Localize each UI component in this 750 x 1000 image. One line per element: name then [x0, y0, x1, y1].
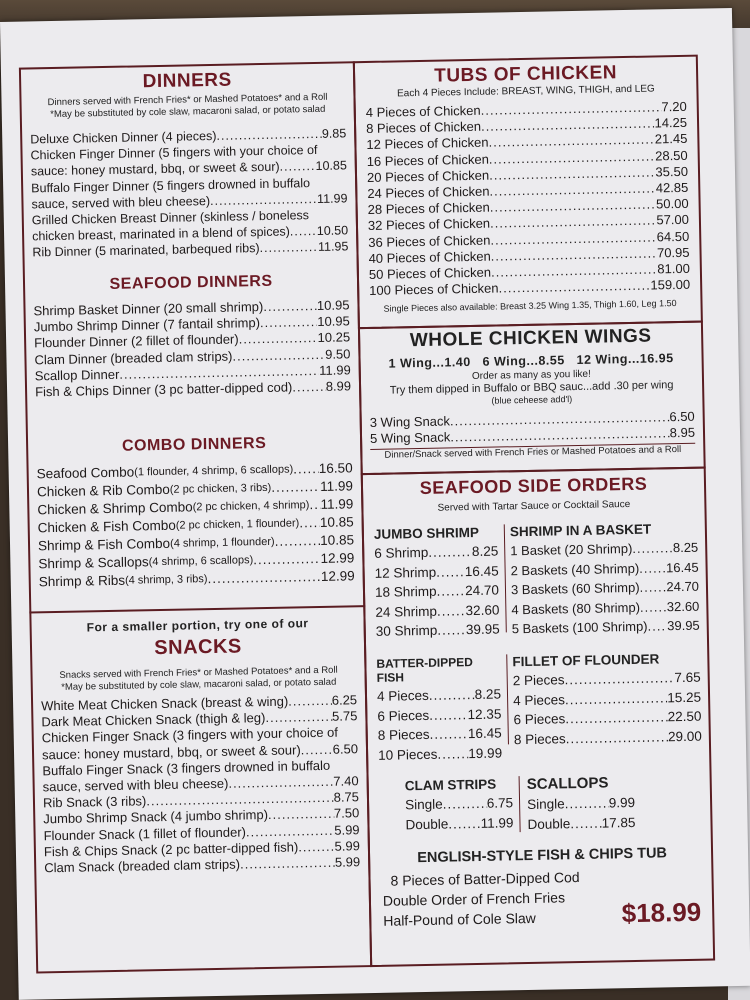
dot-leader: [450, 425, 670, 445]
item-name: Chicken & Fish Combo: [37, 517, 176, 536]
item-name: 8 Pieces of Chicken: [365, 118, 482, 137]
combo-dinners-list: [37, 459, 355, 591]
wings-snack-note: Dinner/Snack served with French Fries or Mashed Potatoes and a Roll: [370, 443, 695, 462]
item-price: 16.50: [318, 460, 353, 476]
item-price: 9.85: [321, 126, 347, 141]
item-price: 8.99: [325, 378, 352, 394]
item-name: 4 Pieces of Chicken: [365, 102, 481, 120]
item-detail: (1 flounder, 4 shrimp, 6 scallops): [134, 463, 294, 479]
item-price: 5.75: [331, 708, 358, 724]
dot-leader: [448, 813, 481, 833]
tubs-section: [353, 55, 703, 330]
item-description: sauce, served with bleu cheese): [42, 775, 229, 795]
snacks-section: [29, 605, 372, 973]
item-name: 32 Pieces of Chicken: [367, 216, 491, 234]
dinners-section: [29, 67, 349, 261]
item-price: 6.50: [332, 740, 359, 757]
snacks-title: SNACKS: [154, 635, 242, 660]
item-name: 6 Pieces: [513, 711, 566, 728]
side-orders-section: [361, 467, 715, 968]
item-price: 6.50: [669, 408, 695, 425]
item-name: Flounder Dinner (2 fillet of flounder): [34, 331, 239, 351]
shrimp-basket-list: [510, 538, 700, 639]
item-name: Clam Dinner (breaded clam strips): [34, 348, 233, 368]
dot-leader: [565, 688, 668, 709]
item-price: 12.99: [320, 568, 355, 584]
item-detail: (4 shrimp, 3 ribs): [124, 573, 208, 587]
side-orders-note: Served with Tartar Sauce or Cocktail Sauce: [437, 498, 631, 514]
item-price: 7.20: [661, 98, 687, 115]
dot-leader: [232, 346, 325, 364]
snacks-list: [41, 692, 360, 876]
dot-leader: [274, 532, 320, 551]
combo-dinners-title: COMBO DINNERS: [121, 434, 267, 455]
menu-item: [514, 726, 702, 749]
item-name: 4 Baskets (80 Shrimp): [511, 599, 641, 617]
item-description: chicken breast, marinated in a blend of spices): [31, 224, 290, 244]
item-price: 17.85: [601, 814, 636, 831]
menu-item: [377, 685, 501, 707]
fish-chips-tub-price: $18.99: [621, 896, 702, 929]
item-name: Shrimp & Fish Combo: [37, 535, 171, 554]
item-name: 5 Wing Snack: [369, 429, 451, 447]
clam-strips-list: [405, 793, 514, 834]
clam-strips-block: [405, 776, 514, 834]
item-description: sauce: honey mustard, bbq, or sweet & sour): [41, 741, 301, 762]
wing-snacks-list: [370, 409, 696, 448]
combo-dinners-section: [36, 433, 355, 591]
fish-chips-tub-line-3: Half-Pound of Cole Slaw: [383, 909, 536, 929]
menu-item: [405, 813, 513, 835]
item-price: 39.95: [465, 621, 500, 638]
item-description: sauce, served with bleu cheese): [31, 193, 211, 212]
dot-leader: [429, 705, 468, 725]
wings-order-note: Order as many as you like!: [471, 368, 591, 383]
scallops-list: [527, 793, 636, 834]
item-price: 9.50: [324, 345, 351, 362]
item-name: Dark Meat Chicken Snack (thigh & leg): [41, 710, 266, 730]
item-name: 20 Pieces of Chicken: [366, 167, 490, 185]
menu-page: [0, 8, 750, 1000]
batter-fish-title: BATTER-DIPPED FISH: [376, 655, 473, 685]
wings-prices: 1 Wing...1.40 6 Wing...8.55 12 Wing...16.95: [388, 351, 674, 371]
item-name: Double: [527, 815, 571, 832]
menu-item: [512, 616, 700, 639]
item-name: 6 Pieces: [377, 707, 430, 724]
item-price: 10.50: [316, 223, 349, 239]
seafood-dinners-list: [33, 297, 351, 400]
dot-leader: [632, 538, 673, 558]
dot-leader: [207, 568, 321, 588]
item-name: 12 Pieces of Chicken: [366, 135, 489, 153]
item-price: 8.25: [672, 539, 699, 556]
item-price: 29.00: [667, 728, 702, 744]
item-price: 7.65: [674, 669, 701, 686]
item-price: 5.99: [334, 821, 360, 838]
dinners-title: DINNERS: [142, 69, 232, 93]
dot-leader: [292, 379, 326, 396]
item-price: 15.25: [667, 689, 702, 705]
item-name: Seafood Combo: [36, 464, 135, 482]
item-price: 10.95: [316, 297, 350, 313]
dot-leader: [253, 550, 321, 569]
item-name: Single: [526, 796, 565, 813]
item-name: Chicken Finger Dinner (5 fingers with your choice of: [30, 143, 318, 163]
dot-leader: [290, 223, 317, 240]
item-name: 24 Shrimp: [375, 603, 438, 620]
dot-leader: [436, 581, 465, 601]
item-name: Flounder Snack (1 fillet of flounder): [43, 824, 247, 843]
item-price: 9.99: [608, 794, 636, 811]
fish-chips-tub-line-2: Double Order of French Fries: [382, 889, 566, 909]
item-description: sauce: honey mustard, bbq, or sweet & sour): [30, 160, 280, 179]
item-detail: (4 shrimp, 6 scallops): [148, 554, 254, 569]
item-price: 11.99: [320, 496, 354, 512]
item-price: 64.50: [656, 228, 690, 245]
item-detail: (4 shrimp, 1 flounder): [169, 535, 275, 550]
item-price: 50.00: [655, 196, 689, 212]
wings-bleu-note: (blue ceheese add'l): [491, 394, 573, 406]
snacks-intro: For a smaller portion, try one of our: [86, 616, 309, 635]
item-detail: (2 pc chicken, 1 flounder): [175, 517, 300, 532]
dot-leader: [228, 774, 333, 792]
dot-leader: [288, 693, 332, 710]
item-price: 21.45: [654, 131, 688, 147]
snacks-substitution-note: *May be substituted by cole slaw, macaroni salad, or potato salad: [61, 676, 337, 693]
item-price: 11.99: [319, 362, 351, 378]
item-name: Fish & Chips Snack (2 pc batter-dipped fish): [43, 839, 299, 860]
dot-leader: [268, 806, 334, 823]
dot-leader: [299, 514, 320, 532]
dot-leader: [271, 478, 320, 497]
item-name: 6 Shrimp: [374, 544, 429, 561]
fish-chips-tub-title: ENGLISH-STYLE FISH & CHIPS TUB: [417, 845, 668, 867]
tubs-title: TUBS OF CHICKEN: [434, 62, 618, 87]
dot-leader: [246, 822, 335, 840]
item-price: 7.40: [333, 773, 359, 789]
item-price: 16.45: [464, 563, 499, 579]
menu-item: [405, 793, 513, 815]
item-name: Chicken & Shrimp Combo: [37, 499, 193, 518]
item-name: Double: [405, 816, 449, 832]
item-name: 28 Pieces of Chicken: [367, 199, 490, 218]
dot-leader: [639, 577, 666, 597]
item-name: 18 Shrimp: [374, 583, 437, 600]
dot-leader: [279, 158, 315, 175]
item-name: 50 Pieces of Chicken: [368, 264, 492, 282]
item-name: Shrimp & Ribs: [38, 572, 126, 590]
flounder-block: [512, 651, 702, 750]
item-price: 8.25: [474, 686, 502, 703]
tubs-list: [366, 99, 691, 300]
item-price: 12.35: [467, 706, 502, 722]
item-name: Buffalo Finger Snack (3 fingers drowned in buffalo: [42, 757, 331, 779]
dot-leader: [442, 794, 487, 814]
snacks-note: Snacks served with French Fries* or Mashed Potatoes* and a Roll: [59, 664, 338, 681]
item-name: 30 Shrimp: [375, 622, 438, 639]
clam-strips-title: CLAM STRIPS: [404, 776, 497, 794]
dinners-column: [19, 61, 372, 973]
flounder-title: FILLET OF FLOUNDER: [512, 651, 660, 670]
dot-leader: [640, 597, 667, 617]
menu-item: [378, 743, 502, 765]
side-orders-title: SEAFOOD SIDE ORDERS: [419, 473, 648, 499]
menu-item: [375, 581, 499, 603]
dot-leader: [240, 855, 335, 873]
item-name: Scallop Dinner: [34, 366, 120, 384]
item-price: 16.45: [467, 725, 502, 742]
item-name: Deluxe Chicken Dinner (4 pieces): [30, 128, 217, 147]
item-price: 8.25: [471, 543, 499, 560]
batter-fish-block: [376, 655, 502, 765]
item-price: 22.50: [667, 708, 702, 725]
item-price: 5.99: [334, 838, 361, 854]
item-name: 16 Pieces of Chicken: [366, 151, 489, 169]
item-name: 5 Baskets (100 Shrimp): [511, 618, 648, 637]
dot-leader: [428, 542, 472, 562]
dot-leader: [216, 126, 322, 144]
dinners-substitution-note: *May be substituted by cole slaw, macaroni salad, or potato salad: [50, 103, 326, 121]
dot-leader: [429, 685, 475, 705]
item-name: Shrimp Basket Dinner (20 small shrimp): [33, 299, 264, 319]
dot-leader: [260, 314, 318, 331]
dot-leader: [293, 460, 319, 478]
tubs-note: Each 4 Pieces Include: BREAST, WING, THIGH, and LEG: [396, 83, 655, 100]
item-price: 70.95: [656, 244, 690, 261]
item-price: 32.60: [465, 602, 500, 618]
jumbo-shrimp-block: [374, 525, 500, 642]
item-name: 40 Pieces of Chicken: [368, 248, 491, 266]
dot-leader: [309, 496, 320, 514]
item-price: 12.99: [320, 550, 355, 566]
item-price: 24.70: [666, 578, 700, 595]
item-name: 24 Pieces of Chicken: [367, 183, 490, 201]
item-name: White Meat Chicken Snack (breast & wing): [40, 693, 289, 714]
item-name: 3 Wing Snack: [369, 413, 451, 430]
item-price: 10.85: [319, 514, 354, 530]
item-name: Chicken Finger Snack (3 fingers with your choice of: [41, 725, 339, 746]
item-name: Single: [404, 796, 443, 813]
single-pieces-note: Single Pieces also available: Breast 3.25 Wing 1.35, Thigh 1.60, Leg 1.50: [383, 298, 677, 315]
item-price: 28.50: [654, 147, 688, 164]
item-price: 10.85: [320, 532, 355, 548]
item-detail: (2 pc chicken, 4 shrimp): [192, 499, 310, 514]
item-price: 14.25: [654, 115, 688, 131]
item-price: 35.50: [655, 163, 689, 180]
item-price: 10.25: [317, 329, 351, 346]
item-name: Rib Dinner (5 marinated, barbequed ribs): [32, 241, 260, 260]
item-price: 32.60: [666, 598, 700, 614]
dot-leader: [298, 839, 335, 856]
dot-leader: [639, 558, 666, 578]
item-name: Rib Snack (3 ribs): [42, 793, 147, 811]
item-price: 6.75: [486, 795, 514, 811]
seafood-dinners-section: [33, 271, 351, 400]
dot-leader: [265, 709, 332, 726]
wings-title: WHOLE CHICKEN WINGS: [409, 325, 652, 352]
dot-leader: [564, 793, 609, 813]
scallops-title: SCALLOPS: [526, 774, 609, 794]
batter-fish-list: [377, 685, 502, 765]
item-price: 24.70: [465, 582, 500, 599]
item-name: 2 Baskets (40 Shrimp): [510, 560, 640, 578]
item-price: 159.00: [650, 277, 691, 293]
shrimp-basket-block: [510, 521, 700, 639]
menu-item: [376, 620, 500, 642]
dinners-list: [30, 125, 348, 261]
item-price: 6.25: [331, 692, 358, 708]
item-price: 11.99: [316, 191, 348, 206]
item-name: 100 Pieces of Chicken: [369, 280, 499, 299]
dot-leader: [263, 298, 317, 315]
menu-item: [374, 561, 498, 583]
dinners-note: Dinners served with French Fries* or Mashed Potatoes* and a Roll: [47, 91, 328, 109]
jumbo-shrimp-list: [374, 542, 500, 642]
item-name: Clam Snack (breaded clam strips): [44, 856, 241, 876]
item-price: 19.99: [468, 744, 503, 761]
item-name: 4 Pieces: [512, 691, 566, 708]
wings-dipped-note: Try them dipped in Buffalo or BBQ sauc...add .30 per wing: [389, 379, 674, 397]
item-name: 8 Pieces: [513, 730, 566, 747]
flounder-list: [513, 668, 702, 750]
dot-leader: [259, 239, 318, 256]
menu-item: [527, 812, 635, 834]
item-name: Shrimp & Scallops: [38, 554, 149, 572]
dot-leader: [565, 707, 668, 728]
item-name: 12 Shrimp: [374, 564, 437, 581]
item-name: Jumbo Shrimp Snack (4 jumbo shrimp): [43, 807, 269, 827]
item-name: 36 Pieces of Chicken: [368, 232, 491, 250]
item-price: 16.45: [665, 559, 699, 575]
menu-item: [527, 793, 635, 815]
item-price: 81.00: [657, 260, 691, 277]
item-price: 8.95: [669, 424, 696, 441]
item-price: 10.85: [315, 158, 347, 174]
dot-leader: [565, 727, 668, 748]
dot-leader: [647, 616, 667, 636]
dot-leader: [564, 668, 674, 690]
item-price: 11.99: [320, 478, 354, 494]
item-name: 10 Pieces: [377, 746, 438, 763]
dot-leader: [238, 330, 317, 348]
item-name: Fish & Chips Dinner (3 pc batter-dipped cod): [34, 379, 293, 400]
item-price: 10.95: [317, 313, 350, 330]
jumbo-shrimp-title: JUMBO SHRIMP: [373, 524, 480, 542]
dot-leader: [570, 813, 602, 833]
dot-leader: [429, 724, 468, 744]
dot-leader: [301, 741, 333, 758]
item-price: 42.85: [655, 179, 689, 196]
item-price: 39.95: [667, 617, 700, 634]
item-detail: (2 pc chicken, 3 ribs): [169, 481, 272, 496]
menu-item: [377, 704, 501, 726]
item-name: Jumbo Shrimp Dinner (7 fantail shrimp): [33, 315, 261, 335]
item-name: Chicken & Rib Combo: [36, 481, 170, 500]
item-name: 8 Pieces: [377, 726, 430, 743]
menu-item: [374, 542, 498, 564]
dot-leader: [437, 620, 466, 640]
seafood-dinners-title: SEAFOOD DINNERS: [109, 272, 273, 293]
item-price: 11.99: [480, 814, 514, 831]
item-price: 5.99: [334, 854, 361, 870]
item-name: Grilled Chicken Breast Dinner (skinless / boneless: [31, 208, 310, 228]
item-name: Buffalo Finger Dinner (5 fingers drowned in buffalo: [31, 175, 311, 196]
item-name: 2 Pieces: [512, 672, 565, 689]
dot-leader: [436, 562, 465, 582]
item-name: 1 Basket (20 Shrimp): [510, 540, 633, 559]
item-name: 4 Pieces: [376, 687, 429, 704]
dot-leader: [437, 744, 468, 764]
item-price: 8.75: [333, 789, 360, 805]
item-price: 57.00: [656, 212, 690, 228]
fish-chips-tub-block: [378, 845, 707, 931]
item-name: 3 Baskets (60 Shrimp): [510, 579, 640, 598]
item-price: 11.95: [317, 239, 349, 255]
menu-item: [375, 600, 499, 622]
menu-item: [378, 724, 502, 746]
shrimp-basket-title: SHRIMP IN A BASKET: [509, 521, 652, 540]
wings-section: [358, 321, 706, 476]
dot-leader: [437, 601, 466, 621]
dot-leader: [498, 278, 650, 297]
scallops-block: [527, 774, 636, 834]
item-price: 7.50: [333, 805, 360, 822]
fish-chips-tub-line-1: 8 Pieces of Batter-Dipped Cod: [390, 869, 580, 889]
